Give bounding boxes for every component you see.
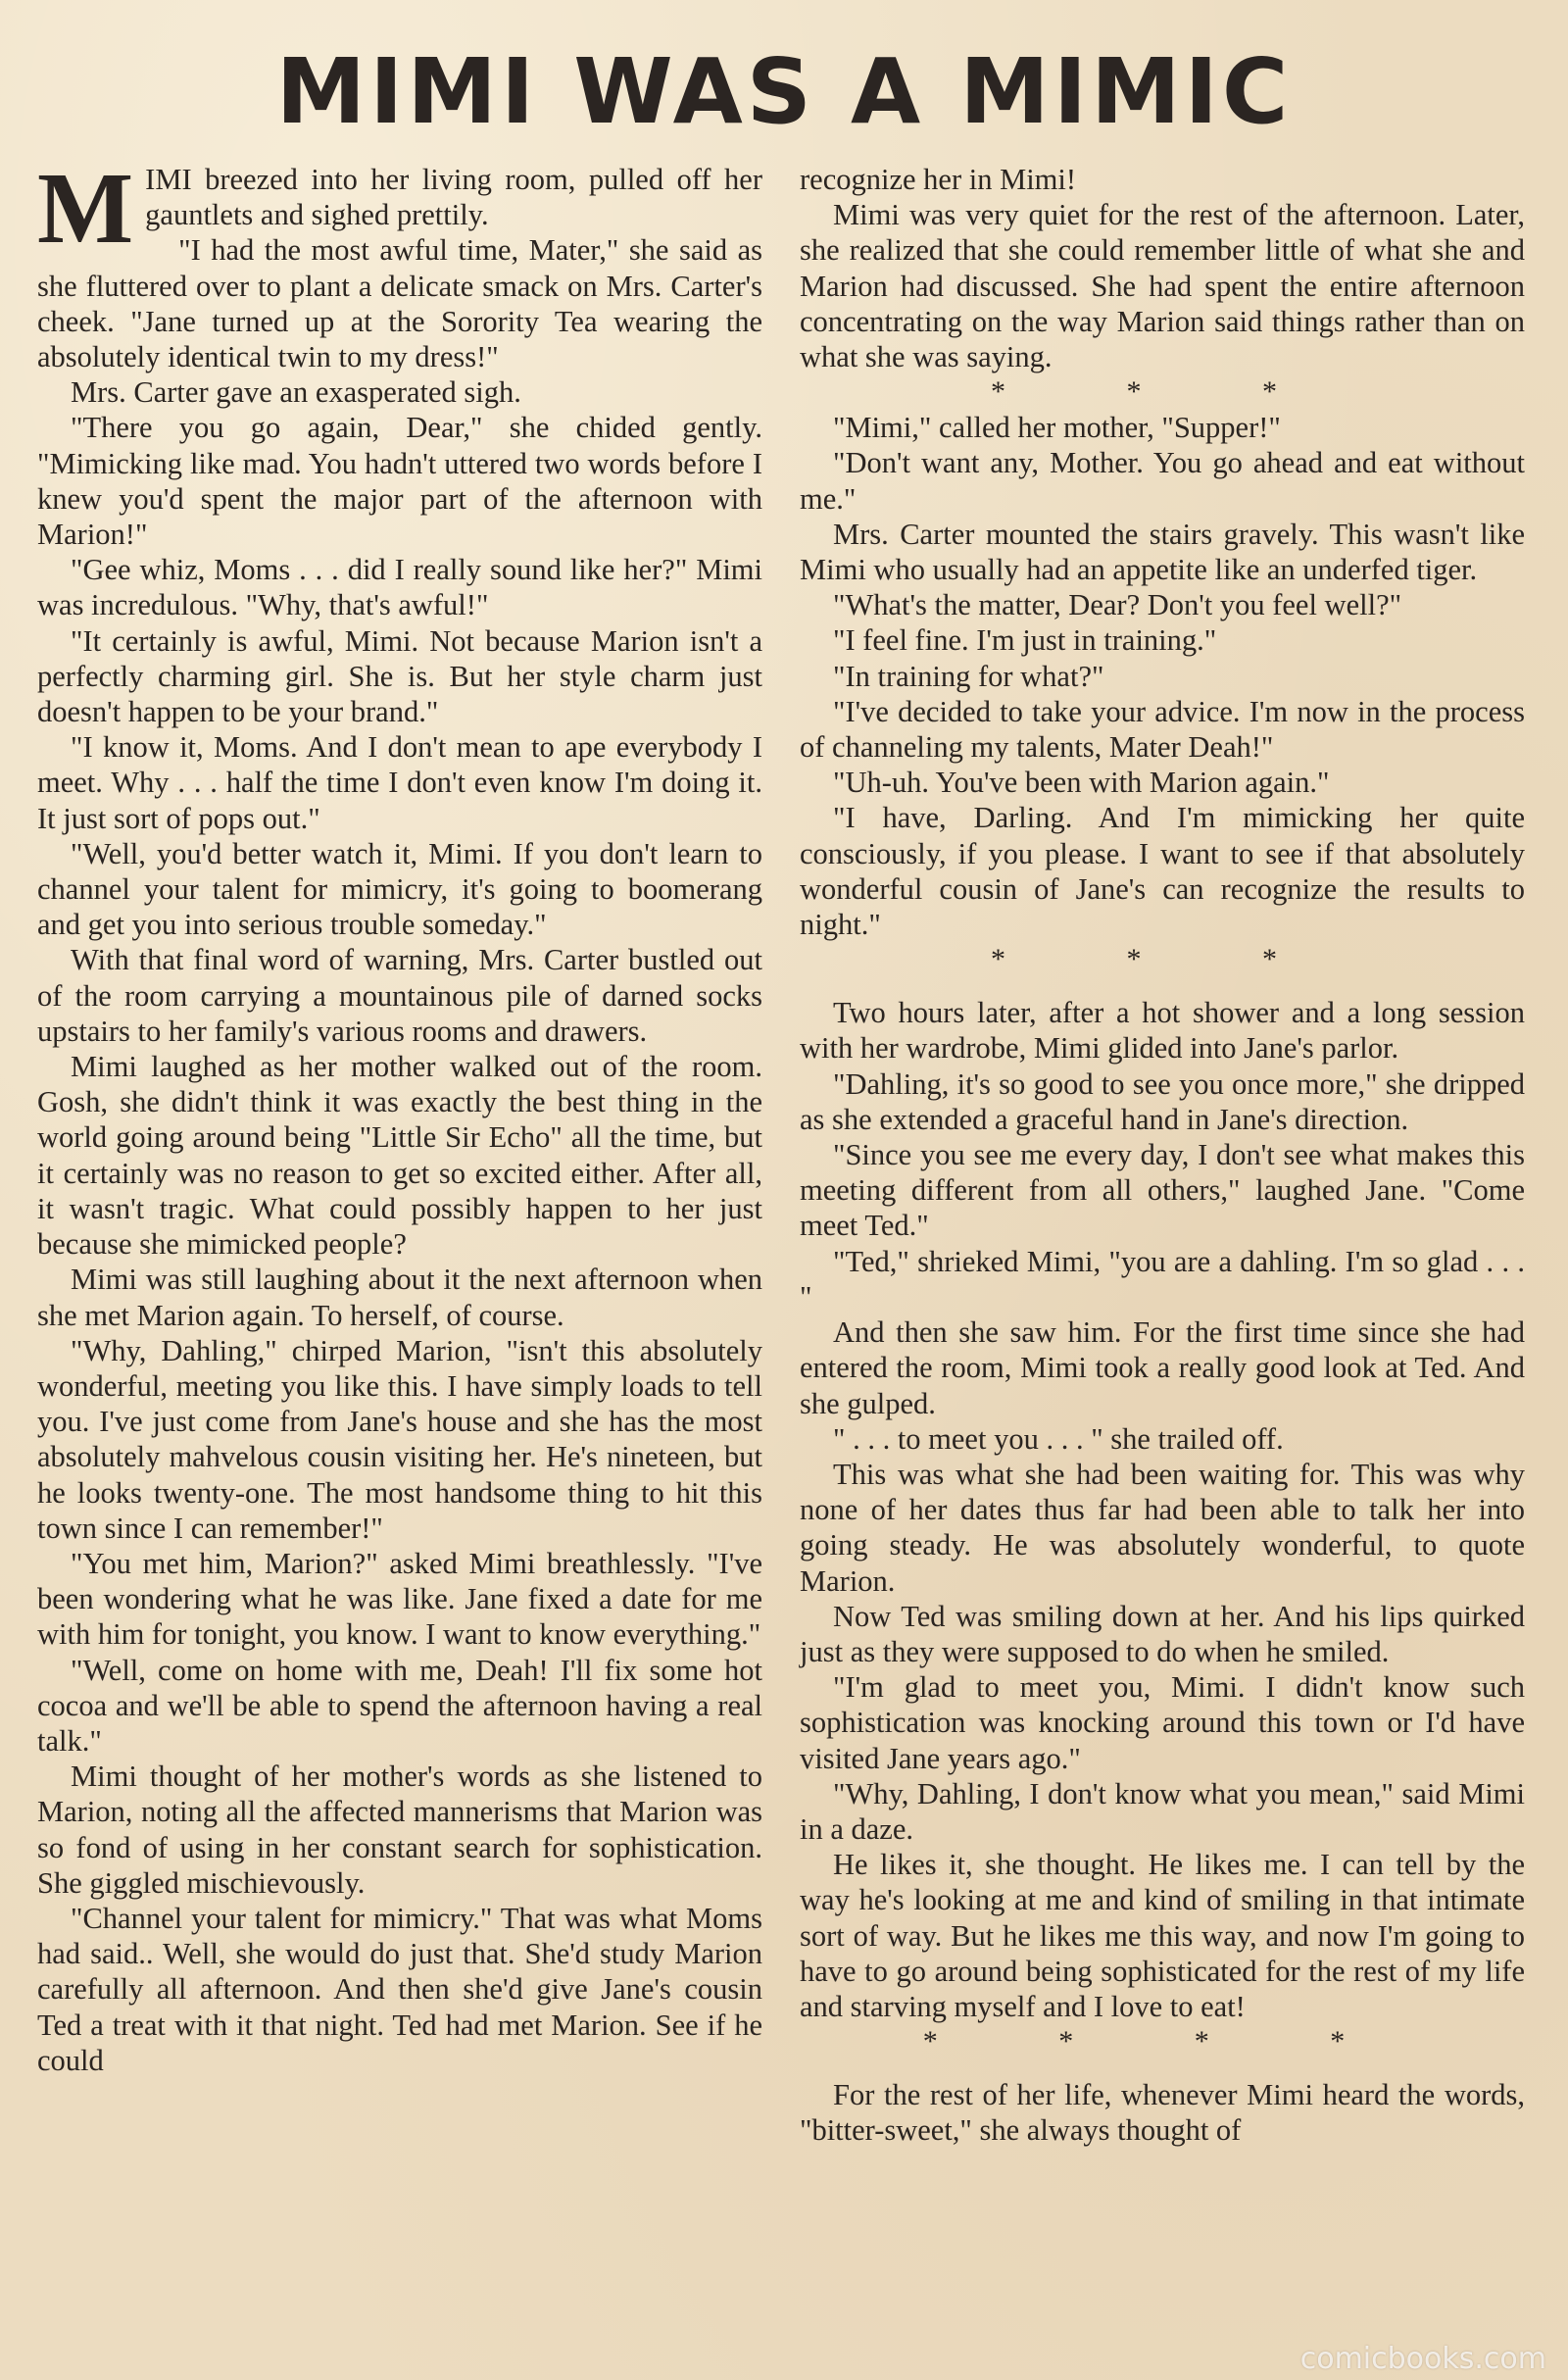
drop-cap: M [37, 152, 134, 265]
story-paragraph: "Well, you'd better watch it, Mimi. If you don't learn to channel your talent for mimicry, it's going to boomerang and get you into serious trouble someday." [37, 836, 762, 942]
story-paragraph: For the rest of her life, whenever Mimi heard the words, "bitter-sweet," she always thought of [800, 2078, 1525, 2148]
paragraph-text: IMI breezed into her living room, pulled off her gauntlets and sighed prettily. [145, 163, 762, 232]
section-gap [800, 977, 1525, 995]
section-break: * * * * [922, 2025, 1402, 2058]
story-paragraph: "Gee whiz, Moms . . . did I really sound like her?" Mimi was incredulous. "Why, that's awful!" [37, 553, 762, 622]
story-paragraph: " . . . to meet you . . . " she trailed off. [833, 1421, 1284, 1456]
story-paragraph: "In training for what?" [833, 659, 1104, 693]
story-paragraph: "Channel your talent for mimicry." That was what Moms had said.. Well, she would do just that. She'd study Marion carefully all afternoon. And then she'd give Jane's cousin Ted a treat with it that night. Ted had met Marion. See if he could [37, 1901, 762, 2077]
opening-paragraph [37, 152, 762, 265]
left-column [37, 152, 762, 2078]
story-paragraph: He likes it, she thought. He likes me. I can tell by the way he's looking at me and kind of smiling in that intimate sort of way. But he likes me this way, and now I'm going to have to go around being sophisticated for the rest of my life and starving myself and I love to eat! [800, 1848, 1525, 2023]
section-break: * * * [991, 943, 1334, 976]
story-paragraph: Mimi thought of her mother's words as she listened to Marion, noting all the affected mannerisms that Marion was so fond of using in her constant search for sophistication. She giggled mischievously. [37, 1760, 762, 1900]
story-paragraph: Mimi was very quiet for the rest of the afternoon. Later, she realized that she could remember little of what she and Marion had discussed. She had spent the entire afternoon concentrating on the way Marion said things rather than on what she was saying. [800, 198, 1525, 374]
story-paragraph: "There you go again, Dear," she chided gently. "Mimicking like mad. You hadn't uttered two words before I knew you'd spent the major part of the afternoon with Marion!" [37, 411, 762, 552]
story-paragraph: "I'm glad to meet you, Mimi. I didn't know such sophistication was knocking around this town or I'd have visited Jane years ago." [800, 1670, 1525, 1775]
story-paragraph: Mimi was still laughing about it the next afternoon when she met Marion again. To herself, of course. [37, 1263, 762, 1332]
right-column [800, 162, 1525, 2149]
section-break: * * * [991, 375, 1334, 409]
story-paragraph: Now Ted was smiling down at her. And his lips quirked just as they were supposed to do when he smiled. [800, 1599, 1525, 1668]
story-paragraph: Mrs. Carter mounted the stairs gravely. This wasn't like Mimi who usually had an appetite like an underfed tiger. [800, 517, 1525, 587]
story-paragraph: "What's the matter, Dear? Don't you feel well?" [833, 588, 1402, 622]
story-paragraph: "Don't want any, Mother. You go ahead and eat without me." [800, 446, 1525, 516]
section-gap [800, 2059, 1525, 2077]
story-paragraph: "Since you see me every day, I don't see what makes this meeting different from all others," laughed Jane. "Come meet Ted." [800, 1138, 1525, 1243]
story-paragraph: "Mimi," called her mother, "Supper!" [833, 411, 1281, 445]
story-paragraph: "Well, come on home with me, Deah! I'll fix some hot cocoa and we'll be able to spend the afternoon having a real talk." [37, 1653, 762, 1758]
story-paragraph: Mrs. Carter gave an exasperated sigh. [71, 375, 521, 410]
story-paragraph: With that final word of warning, Mrs. Carter bustled out of the room carrying a mountainous pile of darned socks upstairs to her family's various rooms and drawers. [37, 943, 762, 1048]
story-paragraph: "I feel fine. I'm just in training." [833, 623, 1217, 658]
story-paragraph: "Why, Dahling, I don't know what you mean," said Mimi in a daze. [800, 1776, 1525, 1846]
story-paragraph: "I've decided to take your advice. I'm now in the process of channeling my talents, Mater Deah!" [800, 694, 1525, 765]
story-paragraph: "You met him, Marion?" asked Mimi breathlessly. "I've been wondering what he was like. Jane fixed a date for me with him for tonight, you know. I want to know everything." [37, 1546, 762, 1652]
story-paragraph: "Why, Dahling," chirped Marion, "isn't this absolutely wonderful, meeting you like this. I have simply loads to tell you. I've just come from Jane's house and she has the most absolutely mahvelous cousin visiting her. He's nineteen, but he looks twenty-one. The most handsome thing to hit this town since I can remember!" [37, 1333, 762, 1545]
story-paragraph: recognize her in Mimi! [800, 163, 1077, 196]
story-paragraph: This was what she had been waiting for. This was why none of her dates thus far had been able to talk her into going steady. He was absolutely wonderful, to quote Marion. [800, 1457, 1525, 1598]
story-paragraph: "Ted," shrieked Mimi, "you are a dahling. I'm so glad . . . " [800, 1244, 1525, 1314]
story-paragraph: Two hours later, after a hot shower and a long session with her wardrobe, Mimi glided into Jane's parlor. [800, 996, 1525, 1066]
story-paragraph: "I had the most awful time, Mater," she said as she fluttered over to plant a delicate smack on Mrs. Carter's cheek. "Jane turned up at the Sorority Tea wearing the absolutely identical twin to my dress!" [37, 233, 762, 374]
story-paragraph: And then she saw him. For the first time since she had entered the room, Mimi took a really good look at Ted. And she gulped. [800, 1315, 1525, 1420]
story-title: MIMI WAS A MIMIC [275, 39, 1293, 144]
story-paragraph: "I know it, Moms. And I don't mean to ape everybody I meet. Why . . . half the time I don't even know I'm doing it. It just sort of pops out." [37, 730, 762, 835]
story-paragraph: Mimi laughed as her mother walked out of the room. Gosh, she didn't think it was exactly the best thing in the world going around being "Little Sir Echo" all the time, but it certainly was no reason to get so excited either. After all, it wasn't tragic. What could possibly happen to her just because she mimicked people? [37, 1050, 762, 1262]
story-paragraph: "I have, Darling. And I'm mimicking her quite consciously, if you please. I want to see if that absolutely wonderful cousin of Jane's can recognize the results to night." [800, 801, 1525, 942]
site-watermark: comicbooks.com [1299, 2342, 1546, 2376]
story-paragraph: "Uh-uh. You've been with Marion again." [833, 766, 1330, 800]
story-paragraph: "It certainly is awful, Mimi. Not because Marion isn't a perfectly charming girl. She is. But her style charm just doesn't happen to be your brand." [37, 623, 762, 729]
story-paragraph: "Dahling, it's so good to see you once more," she dripped as she extended a graceful hand in Jane's direction. [800, 1066, 1525, 1136]
